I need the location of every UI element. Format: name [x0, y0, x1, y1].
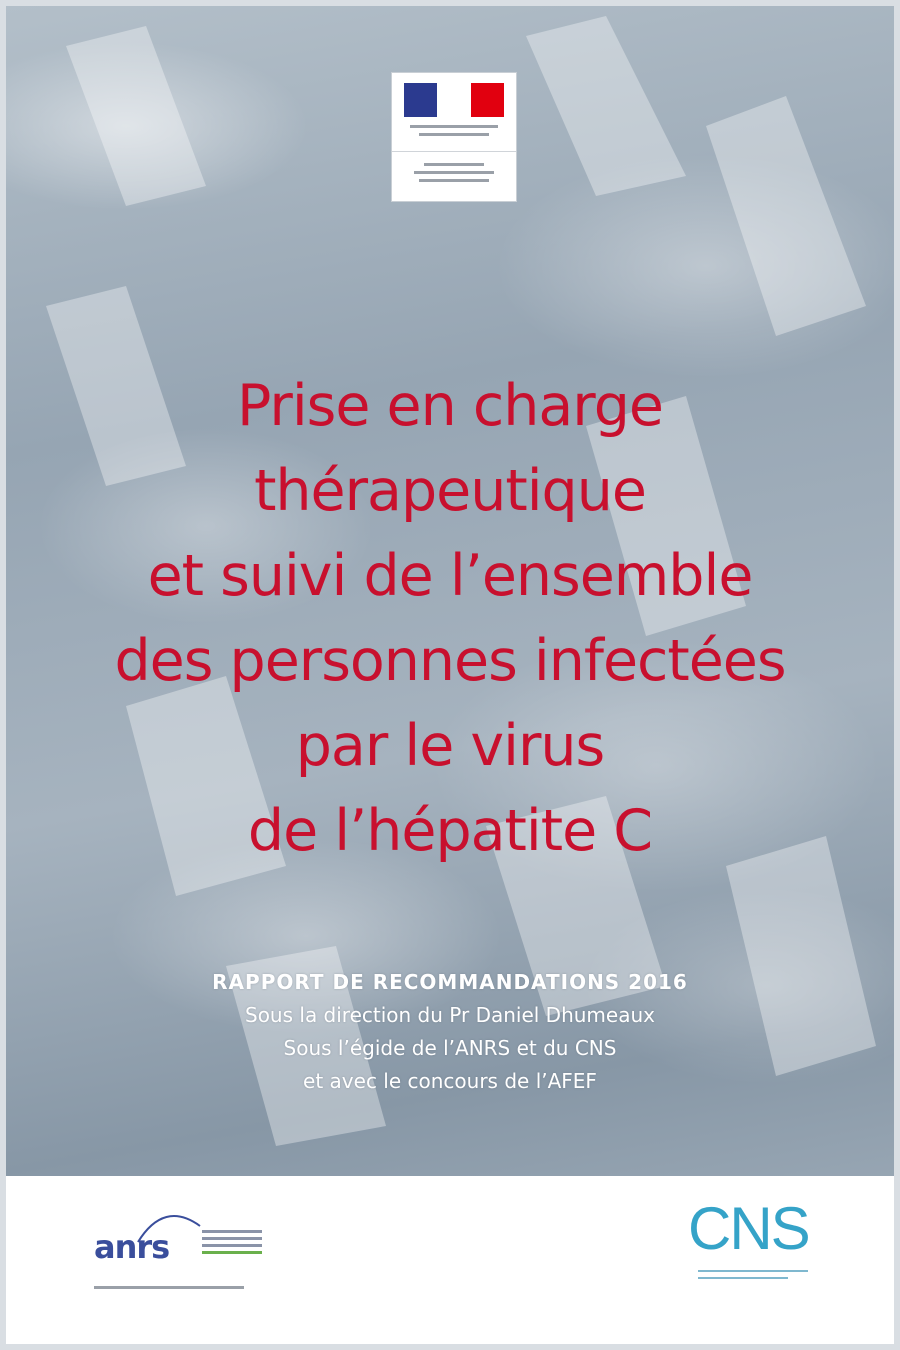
anrs-wordmark: anrs [94, 1228, 170, 1266]
subtitle-aegis: Sous l’égide de l’ANRS et du CNS [283, 1036, 617, 1060]
anrs-subtext [94, 1286, 244, 1289]
title-line: des personnes infectées [114, 628, 786, 694]
cns-tagline-lines [698, 1270, 808, 1284]
subtitle-support: et avec le concours de l’AFEF [303, 1069, 597, 1093]
title-line: de l’hépatite C [247, 798, 653, 864]
subtitle-heading: RAPPORT DE RECOMMANDATIONS 2016 [212, 970, 688, 994]
cover-footer [6, 1176, 894, 1344]
title-line: par le virus [295, 713, 605, 779]
anrs-tagline-lines [202, 1230, 262, 1258]
title-line: et suivi de l’ensemble [147, 543, 753, 609]
report-cover [6, 6, 894, 1344]
anrs-logo [94, 1206, 264, 1296]
cns-wordmark: CNS [688, 1195, 809, 1262]
report-subtitle [6, 966, 894, 1098]
report-title [6, 364, 894, 874]
title-line: Prise en charge [237, 373, 663, 439]
subtitle-direction: Sous la direction du Pr Daniel Dhumeaux [245, 1003, 655, 1027]
cns-logo [688, 1194, 818, 1314]
title-line: thérapeutique [254, 458, 646, 524]
french-flag-icon [404, 83, 504, 117]
marianne-logo [391, 72, 517, 202]
